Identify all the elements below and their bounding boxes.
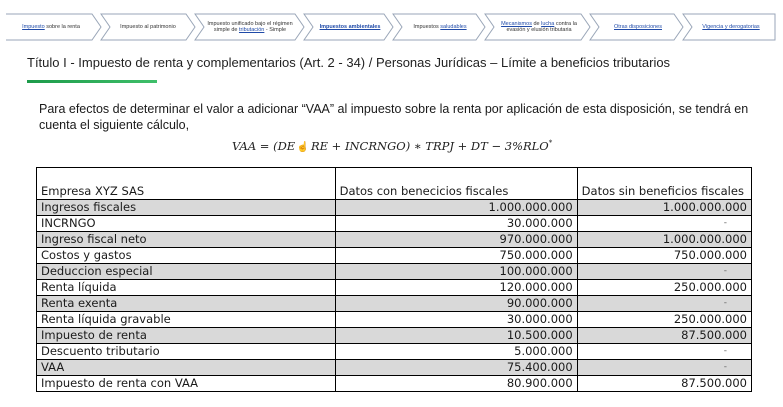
nav-label: Impuestos ambientales xyxy=(319,23,381,30)
nav-impuestos-ambientales[interactable] xyxy=(311,13,389,41)
formula-superscript: * xyxy=(548,139,553,148)
formula xyxy=(232,139,552,153)
table-row xyxy=(37,376,752,392)
table-row xyxy=(37,216,752,232)
row-label: Costos y gastos xyxy=(37,248,336,264)
formula-rhs: RE + INCRNGO) ∗ TRPJ + DT − 3%RLO xyxy=(310,139,549,153)
value-con-beneficios: 970.000.000 xyxy=(335,232,577,248)
value-sin-beneficios: - xyxy=(577,296,751,312)
nav-label: Otras disposiciones xyxy=(614,23,662,30)
nav-impuestos-saludables[interactable] xyxy=(400,13,480,41)
nav-impuesto-patrimonio[interactable] xyxy=(107,13,189,41)
row-label: Descuento tributario xyxy=(37,344,336,360)
table-row xyxy=(37,200,752,216)
table-row xyxy=(37,264,752,280)
value-sin-beneficios: 87.500.000 xyxy=(577,376,751,392)
nav-regimen-simple[interactable] xyxy=(202,13,298,41)
table-row xyxy=(37,248,752,264)
row-label: Ingresos fiscales xyxy=(37,200,336,216)
value-sin-beneficios: 250.000.000 xyxy=(577,312,751,328)
table-row xyxy=(37,328,752,344)
table-row xyxy=(37,312,752,328)
value-sin-beneficios: 1.000.000.000 xyxy=(577,232,751,248)
value-sin-beneficios: 87.500.000 xyxy=(577,328,751,344)
value-con-beneficios: 90.000.000 xyxy=(335,296,577,312)
table-row xyxy=(37,344,752,360)
nav-label: Impuestos saludables xyxy=(413,23,467,30)
row-label: VAA xyxy=(37,360,336,376)
breadcrumb xyxy=(0,13,783,41)
header-sin-beneficios: Datos sin beneficios fiscales xyxy=(577,168,751,200)
nav-label: Impuesto sobre la renta xyxy=(22,23,80,30)
nav-label: Mecanismos de lucha contra la evasión y elusión tributaria xyxy=(501,20,577,33)
row-label: Renta exenta xyxy=(37,296,336,312)
intro-paragraph: Para efectos de determinar el valor a adicionar “VAA” al impuesto sobre la renta por aplicación de esta disposición, se tendrá en cuenta el siguiente cálculo, xyxy=(39,102,749,132)
row-label: Impuesto de renta xyxy=(37,328,336,344)
nav-mecanismos-evasion[interactable] xyxy=(494,13,584,41)
value-con-beneficios: 10.500.000 xyxy=(335,328,577,344)
row-label: Ingreso fiscal neto xyxy=(37,232,336,248)
value-sin-beneficios: 250.000.000 xyxy=(577,280,751,296)
table-header-row xyxy=(37,168,752,200)
value-con-beneficios: 100.000.000 xyxy=(335,264,577,280)
row-label: INCRNGO xyxy=(37,216,336,232)
table-row xyxy=(37,232,752,248)
value-con-beneficios: 30.000.000 xyxy=(335,216,577,232)
page-title: Título I - Impuesto de renta y complementarios (Art. 2 - 34) / Personas Jurídicas – Límite a beneficios tributarios xyxy=(27,55,671,70)
formula-lhs: VAA = (DE xyxy=(232,139,296,153)
row-label: Deduccion especial xyxy=(37,264,336,280)
value-sin-beneficios: - xyxy=(577,360,751,376)
nav-label: Impuesto unificado bajo el régimen simple de tributación - Simple xyxy=(207,20,293,33)
value-sin-beneficios: - xyxy=(577,264,751,280)
row-label: Renta líquida xyxy=(37,280,336,296)
value-con-beneficios: 30.000.000 xyxy=(335,312,577,328)
nav-label: Vigencia y derogatorias xyxy=(702,23,760,30)
value-con-beneficios: 5.000.000 xyxy=(335,344,577,360)
nav-impuesto-renta[interactable] xyxy=(8,13,94,41)
table-row xyxy=(37,296,752,312)
value-sin-beneficios: - xyxy=(577,344,751,360)
value-sin-beneficios: - xyxy=(577,216,751,232)
value-con-beneficios: 120.000.000 xyxy=(335,280,577,296)
nav-label: Impuesto al patrimonio xyxy=(120,23,176,30)
value-sin-beneficios: 1.000.000.000 xyxy=(577,200,751,216)
table-row xyxy=(37,360,752,376)
row-label: Impuesto de renta con VAA xyxy=(37,376,336,392)
value-sin-beneficios: 750.000.000 xyxy=(577,248,751,264)
nav-otras-disposiciones[interactable] xyxy=(598,13,678,41)
header-empresa: Empresa XYZ SAS xyxy=(37,168,336,200)
nav-vigencia-derogatorias[interactable] xyxy=(690,13,772,41)
title-accent-bar xyxy=(27,80,157,83)
value-con-beneficios: 75.400.000 xyxy=(335,360,577,376)
value-con-beneficios: 80.900.000 xyxy=(335,376,577,392)
hand-cursor-icon: ☝ xyxy=(296,142,310,153)
table-row xyxy=(37,280,752,296)
header-con-beneficios: Datos con benecicios fiscales xyxy=(335,168,577,200)
value-con-beneficios: 750.000.000 xyxy=(335,248,577,264)
value-con-beneficios: 1.000.000.000 xyxy=(335,200,577,216)
row-label: Renta líquida gravable xyxy=(37,312,336,328)
calculation-table xyxy=(36,167,752,392)
